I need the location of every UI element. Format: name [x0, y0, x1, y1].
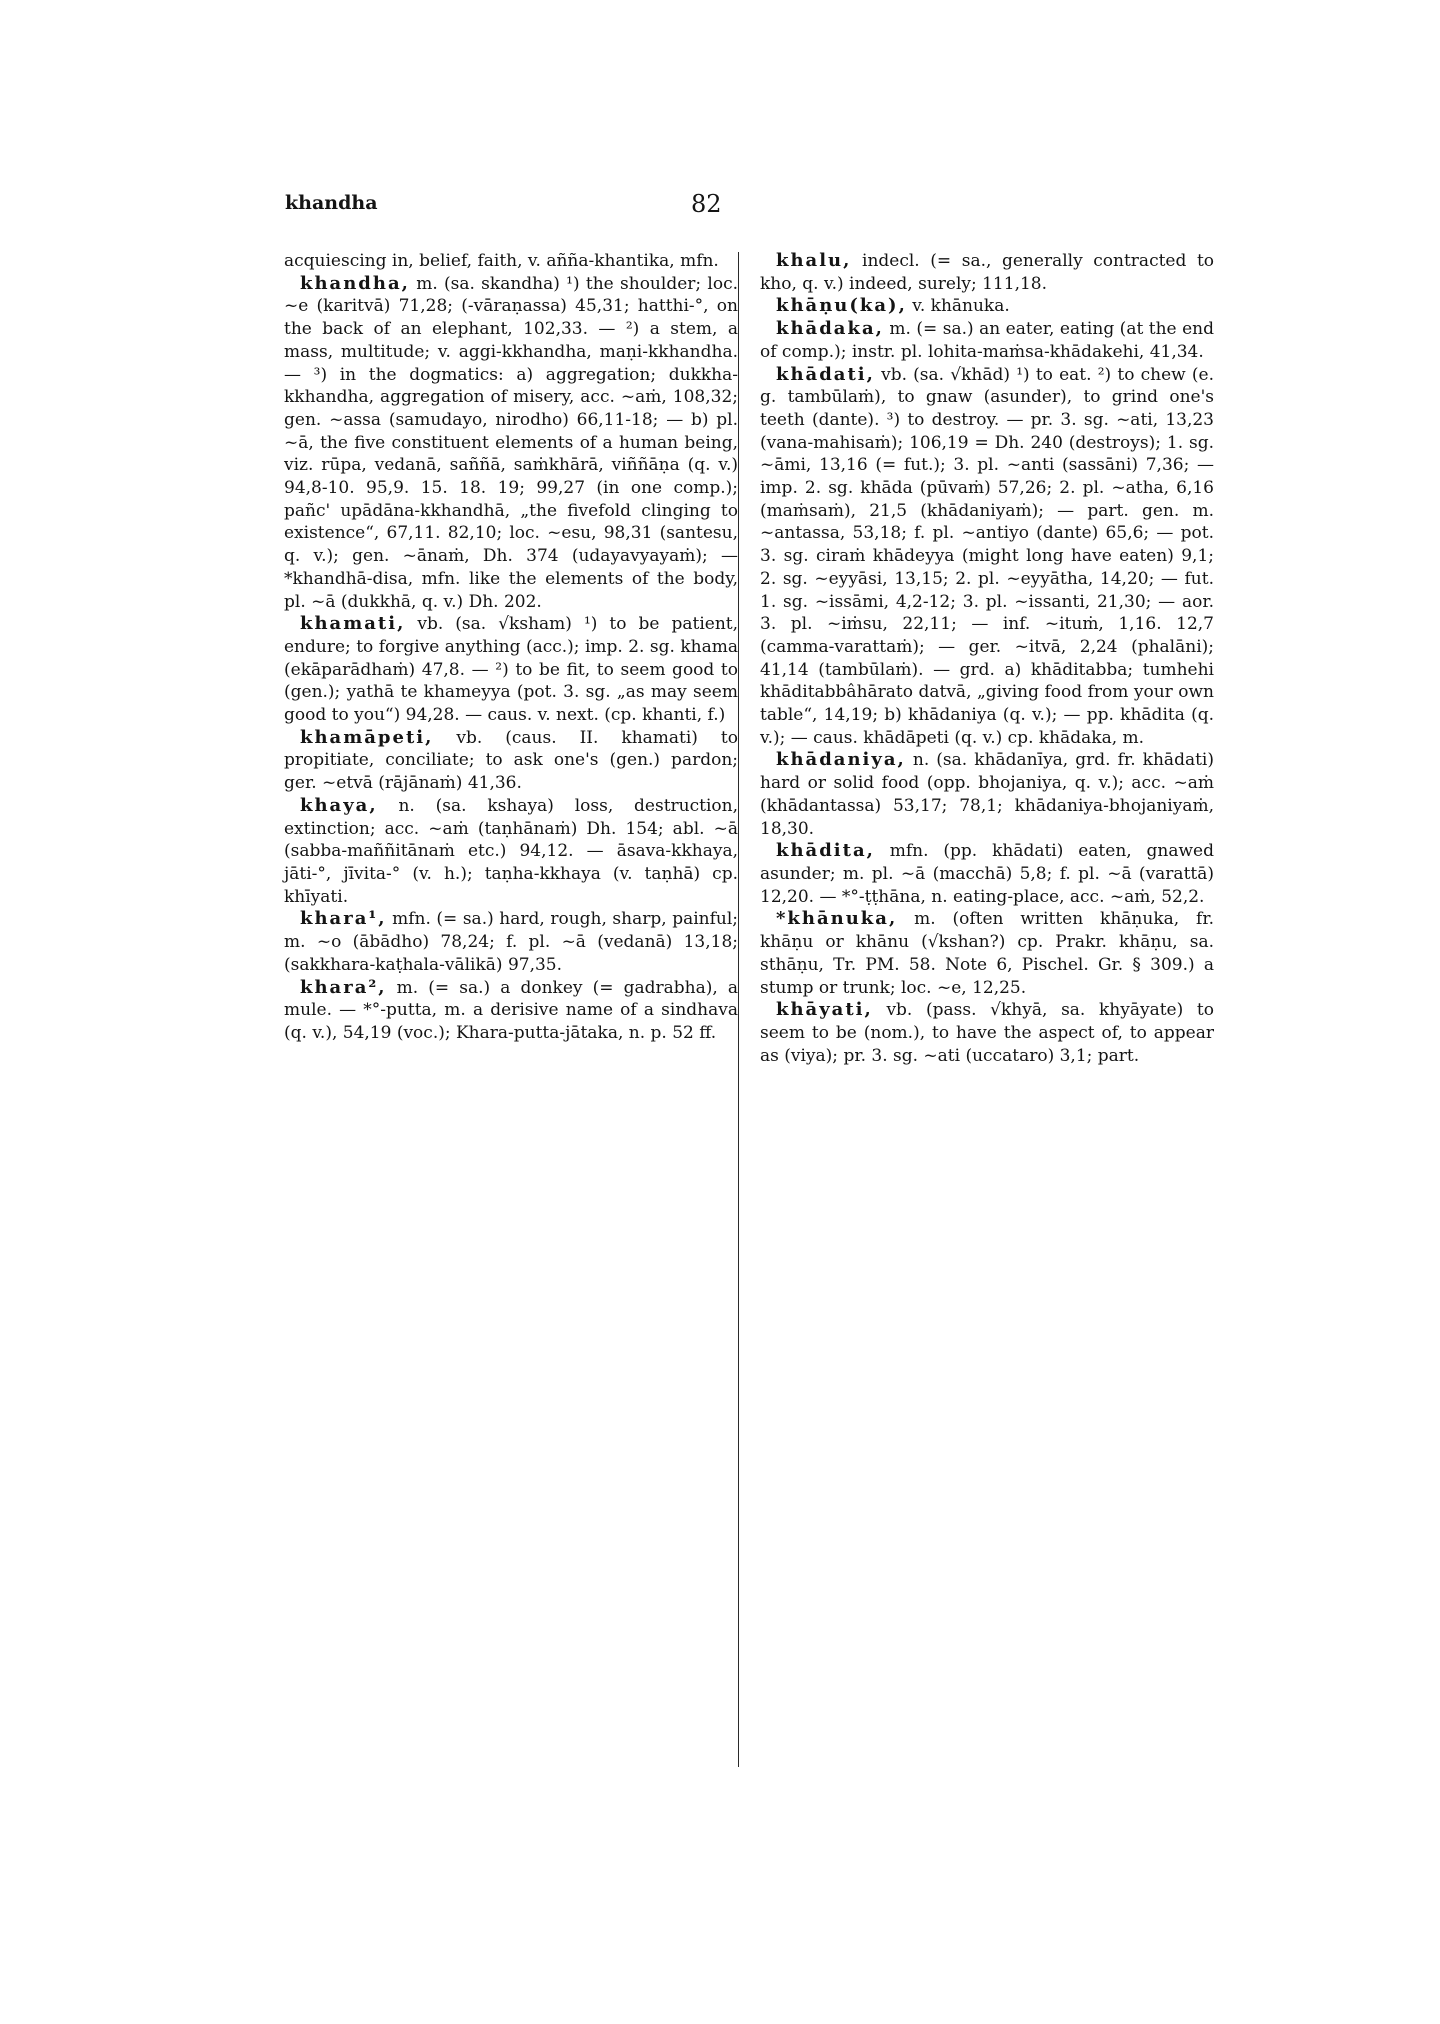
dictionary-entry — [284, 977, 738, 1045]
dictionary-entry — [284, 613, 738, 727]
entry-headword: khamati, — [300, 613, 406, 635]
entry-definition: mfn. (pp. khādati) eaten, gnawed asunder; m. pl. ~ā (macchā) 5,8; f. pl. ~ā (varattā) 12,20. — *°-ṭṭhāna, n. eating-place, acc. ~aṁ, 52,2. — [760, 841, 1215, 907]
entry-headword: khara², — [300, 976, 387, 998]
dictionary-entry — [760, 908, 1214, 999]
running-head: khandha — [285, 192, 378, 214]
entry-definition: indecl. (= sa., generally contracted to kho, q. v.) indeed, surely; 111,18. — [760, 251, 1215, 294]
entry-definition: v. khānuka. — [912, 296, 1010, 317]
entry-definition: mfn. (= sa.) hard, rough, sharp, painful; m. ~o (ābādho) 78,24; f. pl. ~ā (vedanā) 13,18; (sakkhara-kaṭhala-vālikā) 97,35. — [284, 909, 739, 975]
entry-definition: n. (sa. khādanīya, grd. fr. khādati) hard or solid food (opp. bhojaniya, q. v.); acc. ~aṁ (khādantassa) 53,17; 78,1; khādaniya-bhojaniyaṁ, 18,30. — [760, 750, 1214, 839]
entry-headword: khaya, — [300, 794, 378, 816]
entry-definition: m. (often written khāṇuka, fr. khāṇu or khānu (√kshan?) cp. Prakr. khāṇu, sa. sthāṇu, Tr. PM. 58. Note 6, Pischel. Gr. § 309.) a stump or trunk; loc. ~e, 12,25. — [760, 909, 1215, 998]
page-number: 82 — [691, 190, 722, 218]
entry-definition: m. (= sa.) a donkey (= gadrabha), a mule. — *°-putta, m. a derisive name of a sindhava (q. v.), 54,19 (voc.); Khara-putta-jātaka, n. p. 52 ff. — [284, 977, 739, 1043]
dictionary-entry — [760, 295, 1214, 318]
entry-headword: khamāpeti, — [300, 726, 434, 748]
entry-definition: vb. (sa. √khād) ¹) to eat. ²) to chew (e. g. tambūlaṁ), to gnaw (asunder), to grind one's teeth (dante). ³) to destroy. — pr. 3. sg. ~ati, 13,23 (vana-mahisaṁ); 106,19 = Dh. 240 (destroys); 1. sg. ~āmi, 13,16 (= fut.); 3. pl. ~anti (sassāni) 7,36; — imp. 2. sg. khāda (pūvaṁ) 57,26; 2. pl. ~atha, 6,16 (maṁsaṁ), 21,5 (khādaniyaṁ); — part. gen. m. ~antassa, 53,18; f. pl. ~antiyo (dante) 65,6; — pot. 3. sg. ciraṁ khādeyya (might long have eaten) 9,1; 2. sg. ~eyyāsi, 13,15; 2. pl. ~eyyātha, 14,20; — fut. 1. sg. ~issāmi, 4,2-12; 3. pl. ~issanti, 21,30; — aor. 3. pl. ~iṁsu, 22,11; — inf. ~ituṁ, 1,16. 12,7 (camma-varattaṁ); — ger. ~itvā, 2,24 (phalāni); 41,14 (tambūlaṁ). — grd. a) khāditabba; tumhehi khāditabbâhārato datvā, „giving food from your own table“, 14,19; b) khādaniya (q. v.); — pp. khādita (q. v.); — caus. khādāpeti (q. v.) cp. khādaka, m. — [760, 364, 1214, 748]
dictionary-entry — [284, 273, 738, 614]
entry-definition: acquiescing in, belief, faith, v. añña-khantika, mfn. — [284, 251, 719, 271]
entry-headword: khara¹, — [300, 908, 387, 930]
dictionary-entry — [760, 999, 1214, 1067]
entry-definition: m. (sa. skandha) ¹) the shoulder; loc. ~e (karitvā) 71,28; (-vāraṇassa) 45,31; hatthi-°, on the back of an elephant, 102,33. — ²) a stem, a mass, multitude; v. aggi-kkhandha, maṇi-kkhandha. — ³) in the dogmatics: a) aggregation; dukkha-kkhandha, aggregation of misery, acc. ~aṁ, 108,32; gen. ~assa (samudayo, nirodho) 66,11-18; — b) pl. ~ā, the five constituent elements of a human being, viz. rūpa, vedanā, saññā, saṁkhārā, viññāṇa (q. v.) 94,8-10. 95,9. 15. 18. 19; 99,27 (in one comp.); pañc' upādāna-kkhandhā, „the fivefold clinging to existence“, 67,11. 82,10; loc. ~esu, 98,31 (santesu, q. v.); gen. ~ānaṁ, Dh. 374 (udayavyayaṁ); — *khandhā-disa, mfn. like the elements of the body, pl. ~ā (dukkhā, q. v.) Dh. 202. — [284, 273, 738, 612]
dictionary-entry — [760, 840, 1214, 908]
entry-definition: m. (= sa.) an eater, eating (at the end of comp.); instr. pl. lohita-maṁsa-khādakehi, 41,34. — [760, 319, 1214, 362]
entry-headword: khāyati, — [776, 999, 873, 1021]
entry-definition: n. (sa. kshaya) loss, destruction, extinction; acc. ~aṁ (taṇhānaṁ) Dh. 154; abl. ~ā (sabba-maññitānaṁ etc.) 94,12. — āsava-kkhaya, jāti-°, jīvita-° (v. h.); taṇha-kkhaya (v. taṇhā) cp. khīyati. — [284, 795, 739, 907]
dictionary-entry — [284, 250, 738, 273]
dictionary-entry — [760, 749, 1214, 840]
entry-headword: khādita, — [776, 840, 875, 862]
entry-definition: vb. (sa. √ksham) ¹) to be patient, endure; to forgive anything (acc.); imp. 2. sg. khama (ekāparādhaṁ) 47,8. — ²) to be fit, to seem good to (gen.); yathā te khameyya (pot. 3. sg. „as may seem good to you“) 94,28. — caus. v. next. (cp. khanti, f.) — [284, 614, 739, 726]
entry-headword: khādaniya, — [776, 749, 906, 771]
entry-definition: vb. (caus. II. khamati) to propitiate, conciliate; to ask one's (gen.) pardon; ger. ~etvā (rājānaṁ) 41,36. — [284, 727, 738, 794]
entry-headword: khāṇu(ka), — [776, 295, 907, 317]
entry-headword: *khānuka, — [776, 908, 898, 930]
entry-headword: khalu, — [776, 250, 852, 271]
dictionary-entry — [284, 727, 738, 795]
entry-headword: khandha, — [300, 272, 410, 294]
entry-headword: khādaka, — [776, 318, 884, 340]
dictionary-entry — [284, 908, 738, 976]
dictionary-entry — [284, 795, 738, 909]
dictionary-entry — [760, 250, 1214, 295]
dictionary-entry — [760, 364, 1214, 750]
dictionary-entry — [760, 318, 1214, 363]
column-divider — [738, 252, 739, 1767]
left-column — [284, 250, 738, 1045]
entry-definition: vb. (pass. √khyā, sa. khyāyate) to seem to be (nom.), to have the aspect of, to appear as (viya); pr. 3. sg. ~ati (uccataro) 3,1; part. — [760, 1000, 1214, 1066]
entry-headword: khādati, — [776, 363, 875, 385]
right-column — [760, 250, 1214, 1067]
